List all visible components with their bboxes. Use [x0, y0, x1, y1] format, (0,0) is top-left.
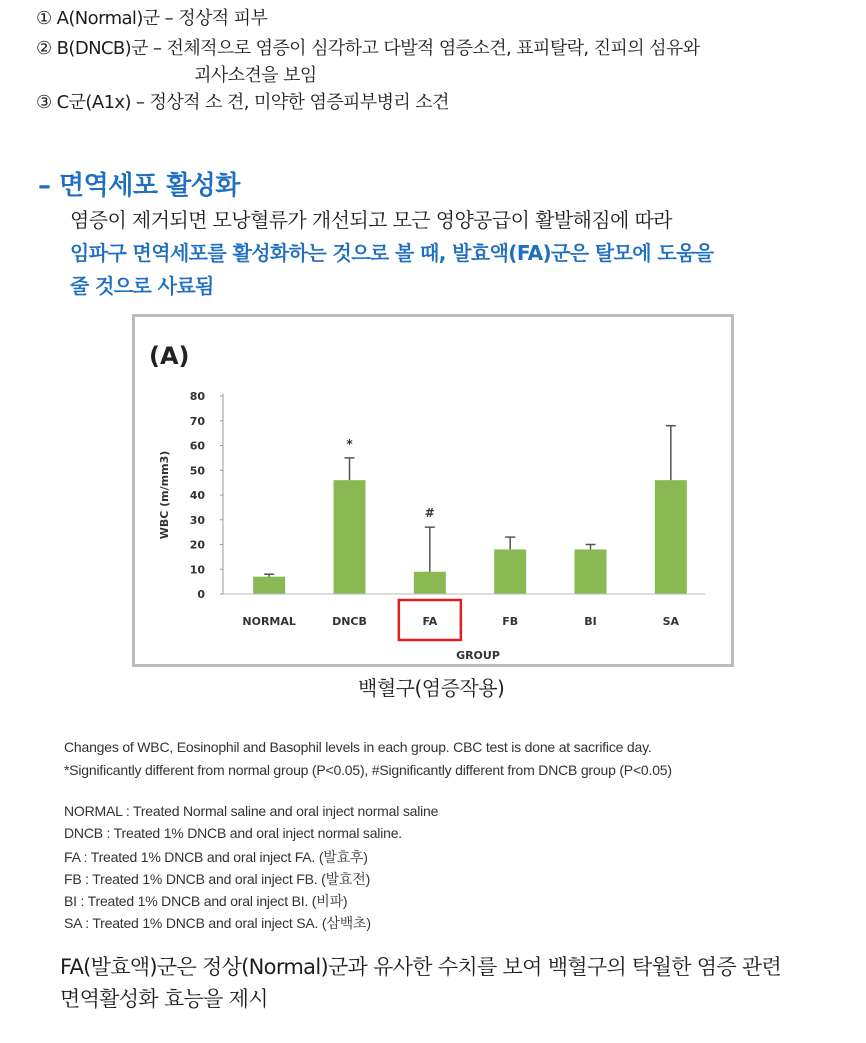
chart-note-line-1: Changes of WBC, Eosinophil and Basophil levels in each group. CBC test is done at sacrifice day.: [64, 739, 652, 755]
wbc-bar-chart: [135, 317, 731, 664]
bar-fa: [414, 572, 446, 594]
group-list-text: A(Normal)군 – 정상적 피부: [56, 8, 268, 29]
conclusion-line-1: FA(발효액)군은 정상(Normal)군과 유사한 수치를 보여 백혈구의 탁월한 염증 관련: [60, 955, 782, 979]
y-tick-label: 0: [197, 588, 205, 601]
y-tick-label: 80: [189, 390, 205, 403]
significance-mark: #: [424, 506, 435, 521]
chart-frame: [132, 314, 734, 667]
conclusion-line-2: 면역활성화 효능을 제시: [60, 987, 268, 1011]
y-tick-label: 70: [189, 414, 205, 428]
y-tick-label: 60: [189, 439, 205, 453]
x-tick-label-fa: FA: [422, 615, 438, 628]
y-tick-label: 30: [189, 513, 205, 527]
chart-caption: 백혈구(염증작용): [358, 676, 505, 700]
section-body-line-1: 염증이 제거되면 모낭혈류가 개선되고 모근 영양공급이 활발해짐에 따라: [70, 208, 672, 232]
legend-item-normal: NORMAL : Treated Normal saline and oral inject normal saline: [64, 803, 439, 819]
legend-item-fa: FA : Treated 1% DNCB and oral inject FA. (발효후): [64, 849, 368, 865]
bar-sa: [655, 480, 687, 594]
group-list-text: B(DNCB)군 – 전체적으로 염증이 심각하고 다발적 염증소견, 표피탈락, 진피의 섬유와: [56, 38, 700, 59]
group-list-item-b: [36, 34, 699, 60]
x-tick-label-sa: SA: [662, 615, 680, 628]
group-list-text: 괴사소견을 보임: [194, 65, 317, 86]
y-tick-label: 40: [189, 489, 205, 502]
group-list-item-c: [36, 88, 449, 114]
chart-note-line-2: *Significantly different from normal group (P<0.05), #Significantly different from DNCB group (P<0.05): [64, 762, 672, 778]
group-list-marker: ②: [36, 38, 52, 59]
group-list-marker: ①: [36, 8, 52, 29]
group-list-item-b-cont: [194, 61, 317, 87]
x-tick-label-dncb: DNCB: [332, 615, 367, 628]
legend-item-bi: BI : Treated 1% DNCB and oral inject BI. (비파): [64, 893, 348, 909]
y-tick-label: 50: [189, 464, 205, 478]
x-axis-title: GROUP: [456, 649, 500, 662]
bar-dncb: [334, 480, 366, 594]
section-body-line-2: 임파구 면역세포를 활성화하는 것으로 볼 때, 발효액(FA)군은 탈모에 도움을: [70, 241, 714, 265]
x-tick-label-bi: BI: [584, 615, 597, 628]
legend-item-sa: SA : Treated 1% DNCB and oral inject SA. (삼백초): [64, 915, 371, 931]
group-list-marker: ③: [36, 92, 52, 113]
bar-fb: [494, 549, 526, 594]
panel-label: (A): [149, 342, 190, 370]
legend-item-dncb: DNCB : Treated 1% DNCB and oral inject normal saline.: [64, 825, 402, 841]
x-tick-label-fb: FB: [502, 615, 519, 628]
x-tick-label-normal: NORMAL: [242, 615, 296, 628]
bar-bi: [575, 549, 607, 594]
group-list-text: C군(A1x) – 정상적 소 견, 미약한 염증피부병리 소견: [56, 92, 449, 113]
y-axis-title: WBC (m/mm3): [158, 450, 171, 540]
section-heading: – 면역세포 활성화: [38, 171, 240, 201]
bar-normal: [253, 577, 285, 594]
y-tick-label: 20: [189, 538, 205, 552]
y-tick-label: 10: [189, 563, 205, 577]
section-body-line-3: 줄 것으로 사료됨: [70, 274, 214, 298]
group-list-item-a: [36, 4, 267, 30]
legend-item-fb: FB : Treated 1% DNCB and oral inject FB. (발효전): [64, 871, 371, 887]
significance-mark: *: [346, 436, 353, 451]
